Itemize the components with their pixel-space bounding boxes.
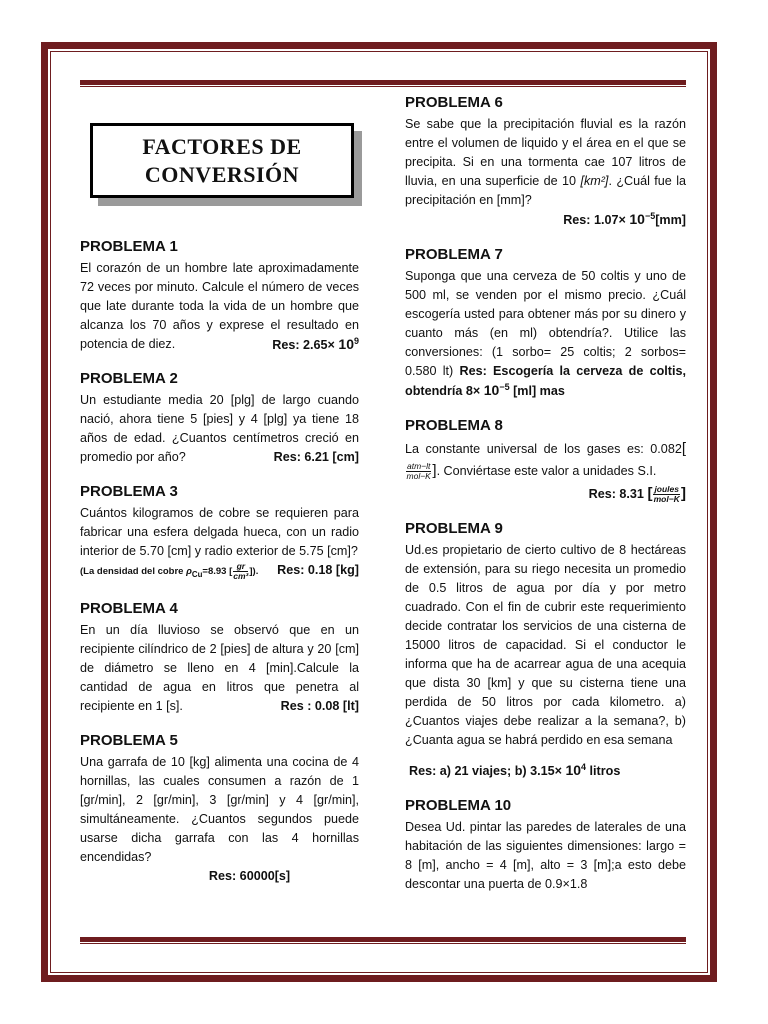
problem-5 [80, 730, 359, 886]
density-note-line [80, 561, 359, 584]
problem-title: PROBLEMA 1 [80, 238, 178, 255]
problem-text: Un estudiante media 20 [plg] de largo cuando nació, ahora tiene 5 [pies] y 4 [plg] ya tiene 18 años de edad. ¿Cuantos centímetros creció en promedio por año? Res: 6.21 [cm] [80, 391, 359, 467]
problem-text: Desea Ud. pintar las paredes de laterales de una habitación de las siguientes dimensiones: largo = 8 [m], ancho = 4 [m], alto = 3 [m];a esto debe descontar una puerta de 0.9×1.8 [405, 820, 686, 892]
answer: Res: $2.65\times 10^9$ [272, 335, 359, 352]
problem-text: La constante universal de los gases es: 0.082[ $\frac{\text{atm−lt}}{\text{mol−K}}$ ]. Conviértase este valor a unidades S.I. [405, 440, 686, 482]
answer: Res: 60000[s] [208, 868, 291, 883]
problem-title: PROBLEMA 5 [80, 731, 178, 749]
problem-text: Una garrafa de 10 [kg] alimenta una cocina de 4 hornillas, las cuales consumen a razón de 1 [gr/min], 2 [gr/min], 3 [gr/min] y 4 [gr/min], simultáneamente. ¿Cuantos segundos puede usarse dicha garrafa con las 4 hornillas encendidas? [80, 754, 359, 864]
problem-6 [405, 92, 686, 230]
title-line-1: FACTORES DE [142, 133, 302, 159]
answer: Res: Escogería la cerveza de coltis, obtendría $8\times 10^{-5}$ [ml] mas [405, 364, 686, 398]
answer: Res: 8.31 [ $\frac{\text{joules}}{\text{mol−K}}$ ] [588, 484, 686, 505]
problem-text: El corazón de un hombre late aproximadamente 72 veces por minuto. Calcule el número de veces que late durante toda la vida de un hombre que alcanza los 70 años y exprese el resultado en potencia de diez. Res: $2.65\times 10^9$ [80, 259, 359, 354]
problem-title: PROBLEMA 8 [405, 417, 503, 434]
problem-title: PROBLEMA 7 [405, 246, 503, 263]
page-title [90, 123, 354, 198]
problem-8 [405, 415, 686, 504]
problem-1 [80, 236, 359, 354]
left-column [80, 236, 359, 900]
problem-10 [405, 795, 686, 894]
problem-text: Ud.es propietario de cierto cultivo de 8 hectáreas de extensión, para su riego necesita un promedio de 0.5 litros de agua por día y por metro cuadrado. Con el fin de cubrir este requerimiento decide contratar los servicios de una cisterna de 15000 litros de capacidad. Si el conductor le informa que ha de acarrear agua de una acequia que dista 30 [km] y que su cisterna tiene una perdida de 50 litros por cada kilometro. a) ¿Cuantos viajes debe realizar a la semana?, b) ¿Cuanta agua se habrá perdido en esa semana [405, 543, 686, 748]
problem-9 [405, 518, 686, 781]
right-column [405, 92, 686, 908]
top-rule [80, 80, 686, 85]
problem-title: PROBLEMA 4 [80, 599, 178, 617]
problem-title: PROBLEMA 3 [80, 483, 178, 500]
problem-text: En un día lluvioso se observó que en un recipiente cilíndrico de 2 [pies] de altura y 20 [cm] de diámetro se lleno en 4 [min].Calcule la cantidad de agua en litros que penetra al recipiente en 1 [s]. Res : 0.08 [lt] [80, 621, 359, 716]
title-line-2: CONVERSIÓN [144, 161, 300, 187]
problem-4 [80, 598, 359, 716]
answer: Res: 6.21 [cm] [273, 450, 359, 464]
problem-title: PROBLEMA 10 [405, 797, 512, 815]
problem-text: Suponga que una cerveza de 50 coltis y uno de 500 ml, se venden por el mismo precio. ¿Cuál escogería usted para obtener más por su dinero y cuanto más (en ml) obtendría?. Utilice las conversiones: (1 sorbo= 25 coltis; 2 sorbos= 0.580 lt) Res: Escogería la cerveza de coltis, obtendría $8\times 10^{-5}$ [ml] mas [405, 269, 686, 398]
problem-text: Se sabe que la precipitación fluvial es la razón entre el volumen de liquido y el área en el que se precipita. Si en una tormenta cae 107 litros de lluvia, en una superficie de 10 [km²]. ¿Cuál fue la precipitación en [mm]? [405, 117, 686, 207]
problem-title: PROBLEMA 9 [405, 520, 503, 538]
answer: Res: a) 21 viajes; b) $3.15\times 10^4$ litros [409, 761, 621, 779]
problem-text: Cuántos kilogramos de cobre se requieren para fabricar una esfera delgada hueca, con un radio interior de 5.70 [cm] y radio exterior de 5.75 [cm]? [80, 506, 359, 558]
problem-7 [405, 244, 686, 401]
density-note: (La densidad del cobre $\rho_{Cu}=8.93$ [ $\frac{gr}{\text{cm³}}$ ]). [80, 560, 259, 581]
bottom-rule [80, 937, 686, 942]
problem-3 [80, 481, 359, 584]
problem-2 [80, 368, 359, 467]
answer: Res: 0.18 [kg] [277, 563, 359, 577]
problem-title: PROBLEMA 6 [405, 94, 503, 111]
problem-title: PROBLEMA 2 [80, 370, 178, 387]
answer: Res: $1.07\times 10^{-5}[mm]$ [563, 210, 686, 227]
answer: Res : 0.08 [lt] [280, 698, 359, 713]
